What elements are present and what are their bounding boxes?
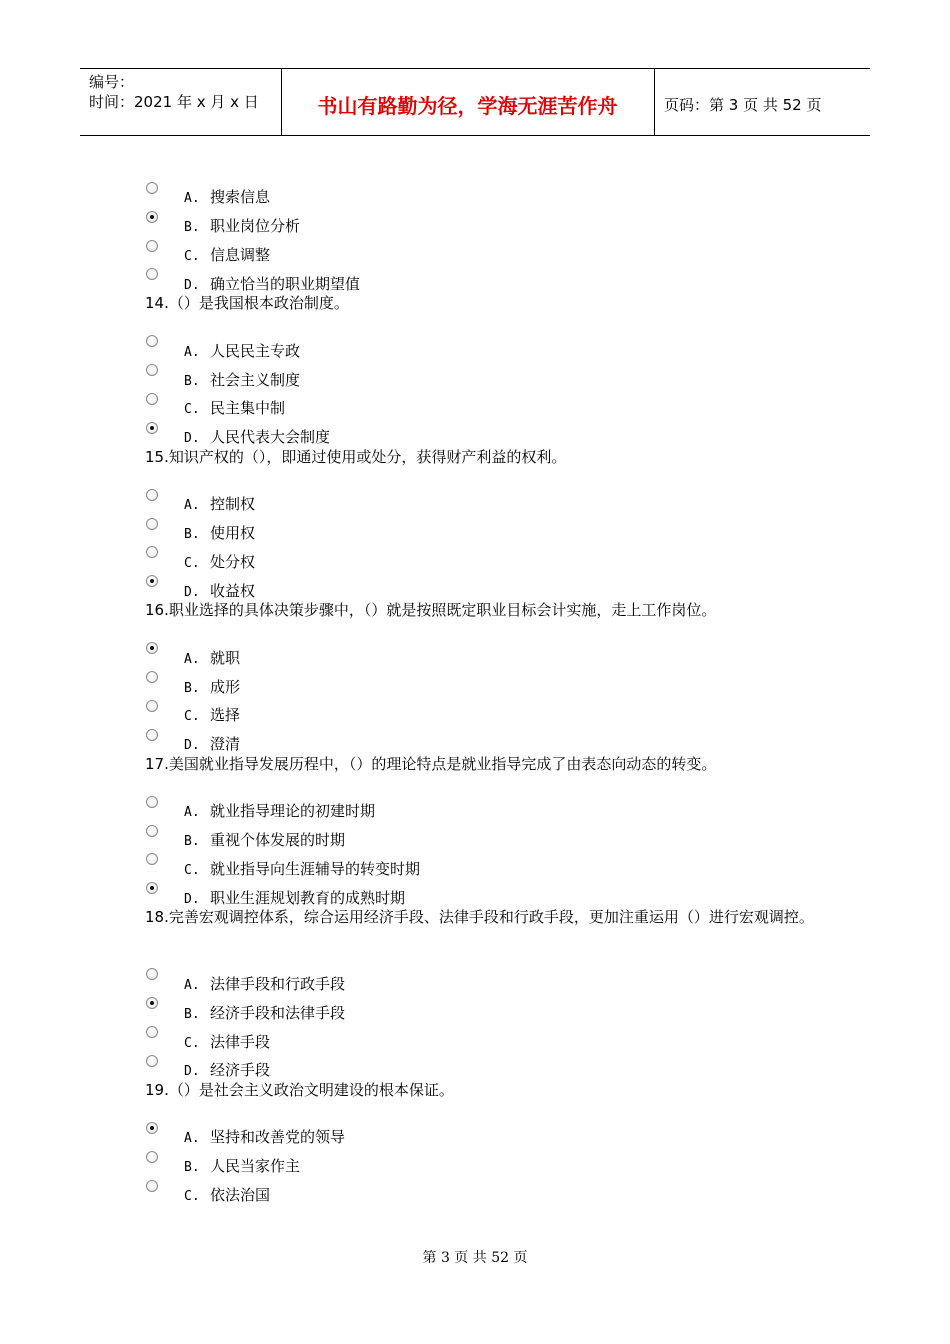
radio-q13-b[interactable] — [146, 211, 158, 223]
radio-q14-b[interactable] — [146, 364, 158, 376]
option-q19-b[interactable]: B. 人民当家作主 — [184, 1157, 301, 1175]
option-q16-c[interactable]: C. 选择 — [184, 706, 241, 724]
radio-q17-d[interactable] — [146, 882, 158, 894]
radio-q18-a[interactable] — [146, 968, 158, 980]
radio-q14-c[interactable] — [146, 393, 158, 405]
option-q15-d[interactable]: D. 收益权 — [184, 582, 256, 600]
option-q13-b[interactable]: B. 职业岗位分析 — [184, 217, 301, 235]
option-q17-c[interactable]: C. 就业指导向生涯辅导的转变时期 — [184, 860, 421, 878]
radio-q19-a[interactable] — [146, 1122, 158, 1134]
radio-q15-b[interactable] — [146, 518, 158, 530]
radio-q16-a[interactable] — [146, 642, 158, 654]
radio-q16-c[interactable] — [146, 700, 158, 712]
question-stem: 15.知识产权的（），即通过使用或处分，获得财产利益的权利。 — [145, 448, 567, 466]
radio-q16-d[interactable] — [146, 729, 158, 741]
radio-q15-a[interactable] — [146, 489, 158, 501]
option-q19-a[interactable]: A. 坚持和改善党的领导 — [184, 1128, 346, 1146]
radio-q14-d[interactable] — [146, 422, 158, 434]
option-q16-b[interactable]: B. 成形 — [184, 678, 241, 696]
option-q17-a[interactable]: A. 就业指导理论的初建时期 — [184, 802, 376, 820]
option-q18-a[interactable]: A. 法律手段和行政手段 — [184, 975, 346, 993]
question-stem: 18.完善宏观调控体系，综合运用经济手段、法律手段和行政手段，更加注重运用（）进行宏观调控。 — [145, 908, 814, 926]
radio-q15-d[interactable] — [146, 575, 158, 587]
option-q15-c[interactable]: C. 处分权 — [184, 553, 256, 571]
option-q16-d[interactable]: D. 澄清 — [184, 735, 241, 753]
radio-q13-c[interactable] — [146, 240, 158, 252]
radio-q17-c[interactable] — [146, 853, 158, 865]
option-q17-d[interactable]: D. 职业生涯规划教育的成熟时期 — [184, 889, 406, 907]
radio-q14-a[interactable] — [146, 335, 158, 347]
option-q18-c[interactable]: C. 法律手段 — [184, 1033, 271, 1051]
radio-q13-a[interactable] — [146, 182, 158, 194]
page-info: 页码：第 3 页 共 52 页 — [664, 96, 822, 114]
question-stem: 16.职业选择的具体决策步骤中，（）就是按照既定职业目标会计实施，走上工作岗位。 — [145, 601, 717, 619]
option-q15-b[interactable]: B. 使用权 — [184, 524, 256, 542]
header-bottom-rule — [80, 135, 870, 136]
page-footer: 第 3 页 共 52 页 — [422, 1250, 528, 1266]
option-q13-d[interactable]: D. 确立恰当的职业期望值 — [184, 275, 361, 293]
question-stem: 17.美国就业指导发展历程中，（）的理论特点是就业指导完成了由表态向动态的转变。 — [145, 755, 717, 773]
radio-q13-d[interactable] — [146, 268, 158, 280]
header-top-rule — [80, 68, 870, 69]
radio-q17-b[interactable] — [146, 825, 158, 837]
radio-q16-b[interactable] — [146, 671, 158, 683]
question-stem: 19.（）是社会主义政治文明建设的根本保证。 — [145, 1081, 454, 1099]
radio-q18-b[interactable] — [146, 997, 158, 1009]
header-divider-right — [654, 68, 655, 135]
option-q14-a[interactable]: A. 人民民主专政 — [184, 342, 301, 360]
radio-q19-b[interactable] — [146, 1151, 158, 1163]
serial-label: 编号： — [89, 73, 135, 91]
option-q14-d[interactable]: D. 人民代表大会制度 — [184, 428, 331, 446]
option-q18-d[interactable]: D. 经济手段 — [184, 1061, 271, 1079]
option-q16-a[interactable]: A. 就职 — [184, 649, 241, 667]
radio-q18-d[interactable] — [146, 1055, 158, 1067]
radio-q19-c[interactable] — [146, 1180, 158, 1192]
option-q13-c[interactable]: C. 信息调整 — [184, 246, 271, 264]
question-stem: 14.（）是我国根本政治制度。 — [145, 294, 349, 312]
motto: 书山有路勤为径，学海无涯苦作舟 — [317, 94, 618, 118]
option-q13-a[interactable]: A. 搜索信息 — [184, 188, 271, 206]
radio-q15-c[interactable] — [146, 546, 158, 558]
radio-q17-a[interactable] — [146, 796, 158, 808]
option-q15-a[interactable]: A. 控制权 — [184, 495, 256, 513]
option-q18-b[interactable]: B. 经济手段和法律手段 — [184, 1004, 346, 1022]
option-q19-c[interactable]: C. 依法治国 — [184, 1186, 271, 1204]
option-q14-c[interactable]: C. 民主集中制 — [184, 399, 286, 417]
time-label: 时间：2021 年 x 月 x 日 — [89, 93, 259, 111]
option-q17-b[interactable]: B. 重视个体发展的时期 — [184, 831, 346, 849]
radio-q18-c[interactable] — [146, 1026, 158, 1038]
option-q14-b[interactable]: B. 社会主义制度 — [184, 371, 301, 389]
